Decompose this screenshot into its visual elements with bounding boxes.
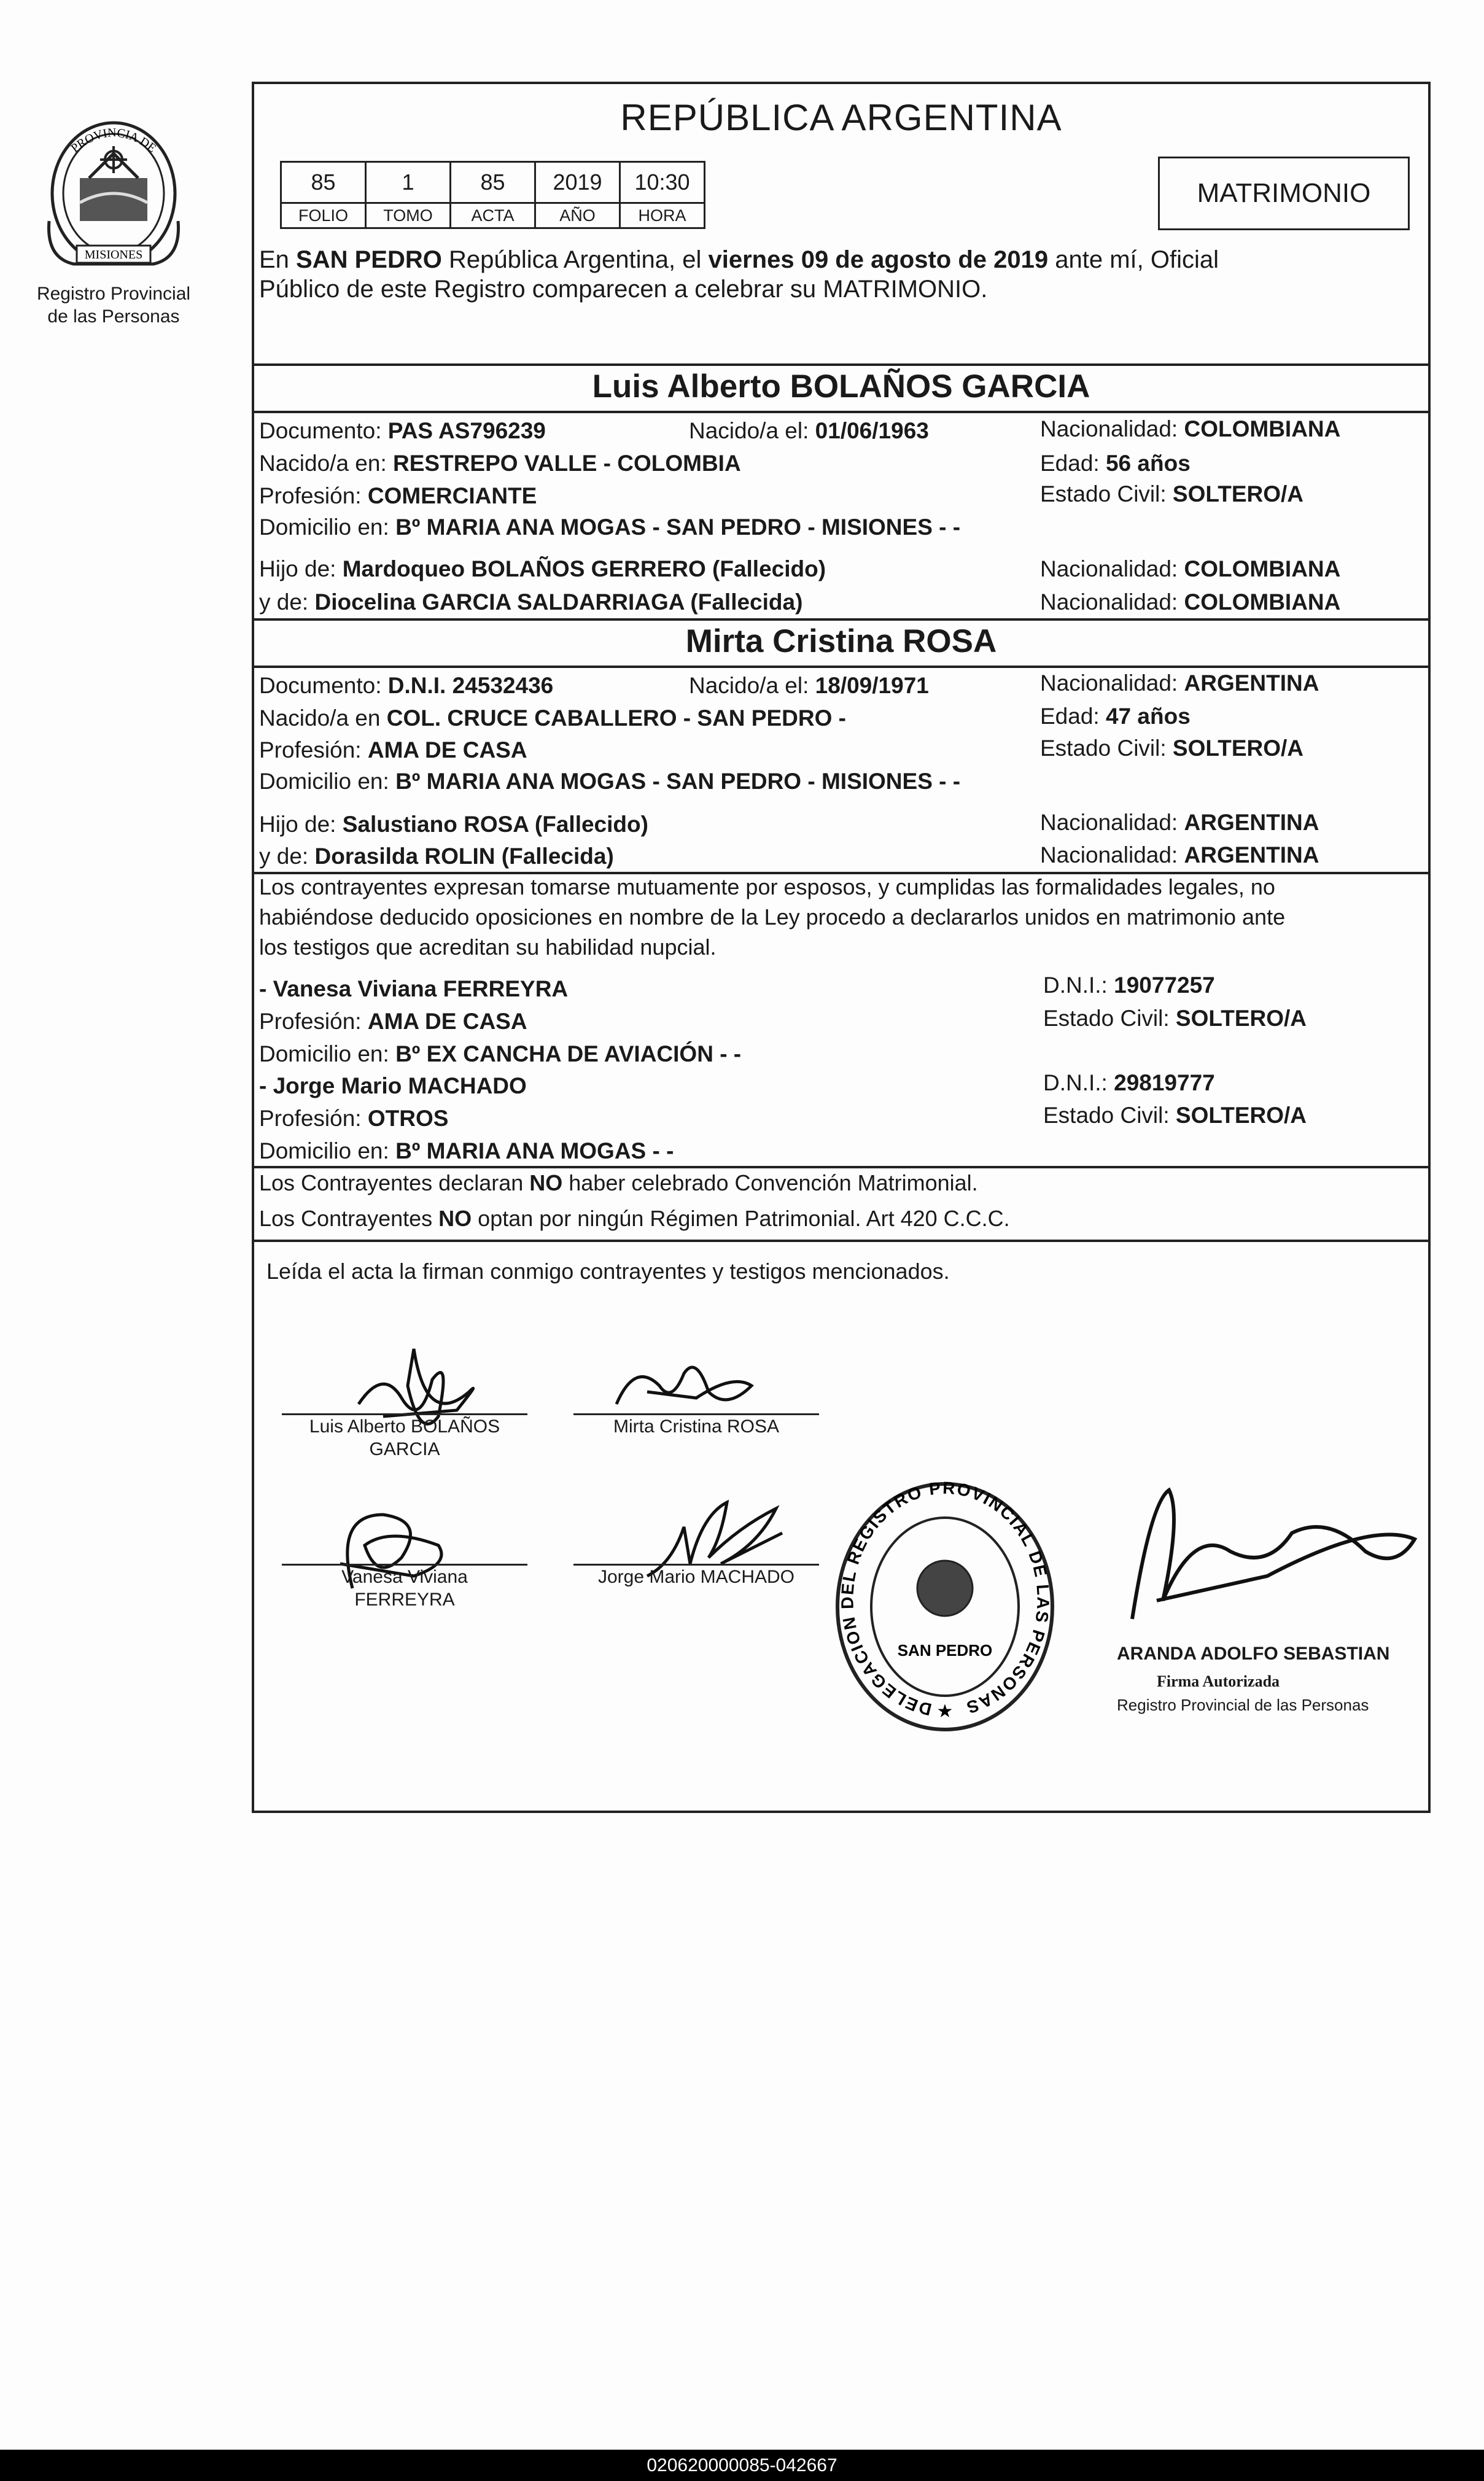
spouse2-name: Mirta Cristina ROSA (685, 623, 997, 659)
spouse1-name: Luis Alberto BOLAÑOS GARCIA (592, 368, 1090, 405)
stamp-inner-text: SAN PEDRO (897, 1641, 993, 1660)
crest-icon (31, 117, 196, 276)
declaration-line-1: Los contrayentes expresan tomarse mutuamente por esposos, y cumplidas las formalidades legales, no (259, 874, 1275, 899)
registry-table (280, 161, 705, 229)
spouse1-birth-place: Nacido/a en: RESTREPO VALLE - COLOMBIA (259, 451, 741, 476)
spouse2-father-nationality: Nacionalidad: ARGENTINA (1040, 810, 1319, 835)
registry-value: 2019 (535, 162, 620, 203)
spouse2-document: Documento: D.N.I. 24532436 (259, 673, 554, 698)
official-office: Registro Provincial de las Personas (1117, 1696, 1369, 1714)
spouse1-nationality: Nacionalidad: COLOMBIANA (1040, 416, 1341, 441)
spouse2-address: Domicilio en: Bº MARIA ANA MOGAS - SAN PEDRO - MISIONES - - (259, 769, 961, 794)
spouse2-father: Hijo de: Salustiano ROSA (Fallecido) (259, 812, 648, 837)
registry-label: HORA (620, 203, 705, 228)
declaration-line-2: habiéndose deducido oposiciones en nombre de la Ley procedo a declararlos unidos en matrimonio ante (259, 904, 1286, 930)
witness2-name: - Jorge Mario MACHADO (259, 1073, 527, 1098)
crest-arc-text: PROVINCIA DE (68, 126, 159, 155)
spouse1-profession: Profesión: COMERCIANTE (259, 483, 537, 508)
registry-value: 10:30 (620, 162, 705, 203)
regime-line-2: Los Contrayentes NO optan por ningún Régimen Patrimonial. Art 420 C.C.C. (259, 1206, 1010, 1231)
footer-code: 020620000085-042667 (0, 2450, 1484, 2481)
witness2-dni: D.N.I.: 29819777 (1043, 1070, 1215, 1095)
authorized-signature-scribble (1108, 1478, 1427, 1637)
intro-line-2: Público de este Registro comparecen a celebrar su MATRIMONIO. (259, 276, 988, 303)
official-stamp (828, 1478, 1062, 1736)
spouse1-father-nationality: Nacionalidad: COLOMBIANA (1040, 556, 1341, 581)
spouse2-mother: y de: Dorasilda ROLIN (Fallecida) (259, 844, 614, 869)
crest-base-text: MISIONES (84, 248, 143, 262)
witness2-civil-status: Estado Civil: SOLTERO/A (1043, 1103, 1307, 1128)
registry-label: ACTA (451, 203, 535, 228)
registry-value: 1 (366, 162, 451, 203)
closing-text: Leída el acta la firman conmigo contrayentes y testigos mencionados. (266, 1259, 950, 1284)
signature-caption-3: Vanesa Viviana FERREYRA (341, 1567, 468, 1610)
registry-value: 85 (281, 162, 366, 203)
official-name: ARANDA ADOLFO SEBASTIAN (1117, 1644, 1390, 1664)
spouse1-address: Domicilio en: Bº MARIA ANA MOGAS - SAN PEDRO - MISIONES - - (259, 514, 961, 540)
spouse1-age: Edad: 56 años (1040, 451, 1191, 476)
spouse1-mother-nationality: Nacionalidad: COLOMBIANA (1040, 589, 1341, 615)
spouse1-father: Hijo de: Mardoqueo BOLAÑOS GERRERO (Fallecido) (259, 556, 826, 581)
spouse2-age: Edad: 47 años (1040, 704, 1191, 729)
spouse2-profession: Profesión: AMA DE CASA (259, 737, 527, 763)
spouse2-birth-place: Nacido/a en COL. CRUCE CABALLERO - SAN PEDRO - (259, 705, 846, 731)
witness1-civil-status: Estado Civil: SOLTERO/A (1043, 1006, 1307, 1031)
misiones-crest (31, 117, 196, 279)
signature-scribble-2 (610, 1349, 758, 1423)
spouse1-civil-status: Estado Civil: SOLTERO/A (1040, 481, 1304, 507)
spouse2-mother-nationality: Nacionalidad: ARGENTINA (1040, 842, 1319, 868)
intro-line-1: En SAN PEDRO República Argentina, el viernes 09 de agosto de 2019 ante mí, Oficial (259, 246, 1219, 273)
star-icon: ★ (936, 1701, 954, 1722)
declaration-line-3: los testigos que acreditan su habilidad nupcial. (259, 934, 717, 960)
witness2-profession: Profesión: OTROS (259, 1106, 449, 1131)
crest-label: Registro Provincial de las Personas (36, 284, 191, 327)
registry-label: AÑO (535, 203, 620, 228)
signature-caption-2: Mirta Cristina ROSA (613, 1416, 780, 1437)
spouse1-document: Documento: PAS AS796239 (259, 418, 546, 443)
marriage-certificate (252, 82, 1431, 1813)
spouse1-mother: y de: Diocelina GARCIA SALDARRIAGA (Fallecida) (259, 589, 803, 615)
signature-caption-4: Jorge Mario MACHADO (597, 1567, 795, 1587)
official-role: Firma Autorizada (1157, 1672, 1280, 1690)
act-type-box: MATRIMONIO (1158, 157, 1410, 230)
page-title: REPÚBLICA ARGENTINA (620, 97, 1062, 138)
witness1-name: - Vanesa Viviana FERREYRA (259, 976, 569, 1001)
witness1-dni: D.N.I.: 19077257 (1043, 973, 1215, 998)
signature-caption-1: Luis Alberto BOLAÑOS GARCIA (309, 1416, 500, 1459)
witness2-address: Domicilio en: Bº MARIA ANA MOGAS - - (259, 1138, 674, 1163)
spouse1-birth-date: Nacido/a el: 01/06/1963 (689, 418, 929, 443)
spouse2-nationality: Nacionalidad: ARGENTINA (1040, 670, 1319, 696)
witness1-address: Domicilio en: Bº EX CANCHA DE AVIACIÓN - - (259, 1041, 742, 1066)
spouse2-birth-date: Nacido/a el: 18/09/1971 (689, 673, 929, 698)
registry-value: 85 (451, 162, 535, 203)
regime-line-1: Los Contrayentes declaran NO haber celebrado Convención Matrimonial. (259, 1170, 978, 1195)
stamp-ring-text: DELEGACION DEL REGISTRO PROVINCIAL DE LAS PERSONAS (837, 1478, 1053, 1720)
spouse2-civil-status: Estado Civil: SOLTERO/A (1040, 736, 1304, 761)
registry-label: TOMO (366, 203, 451, 228)
registry-label: FOLIO (281, 203, 366, 228)
witness1-profession: Profesión: AMA DE CASA (259, 1009, 527, 1034)
